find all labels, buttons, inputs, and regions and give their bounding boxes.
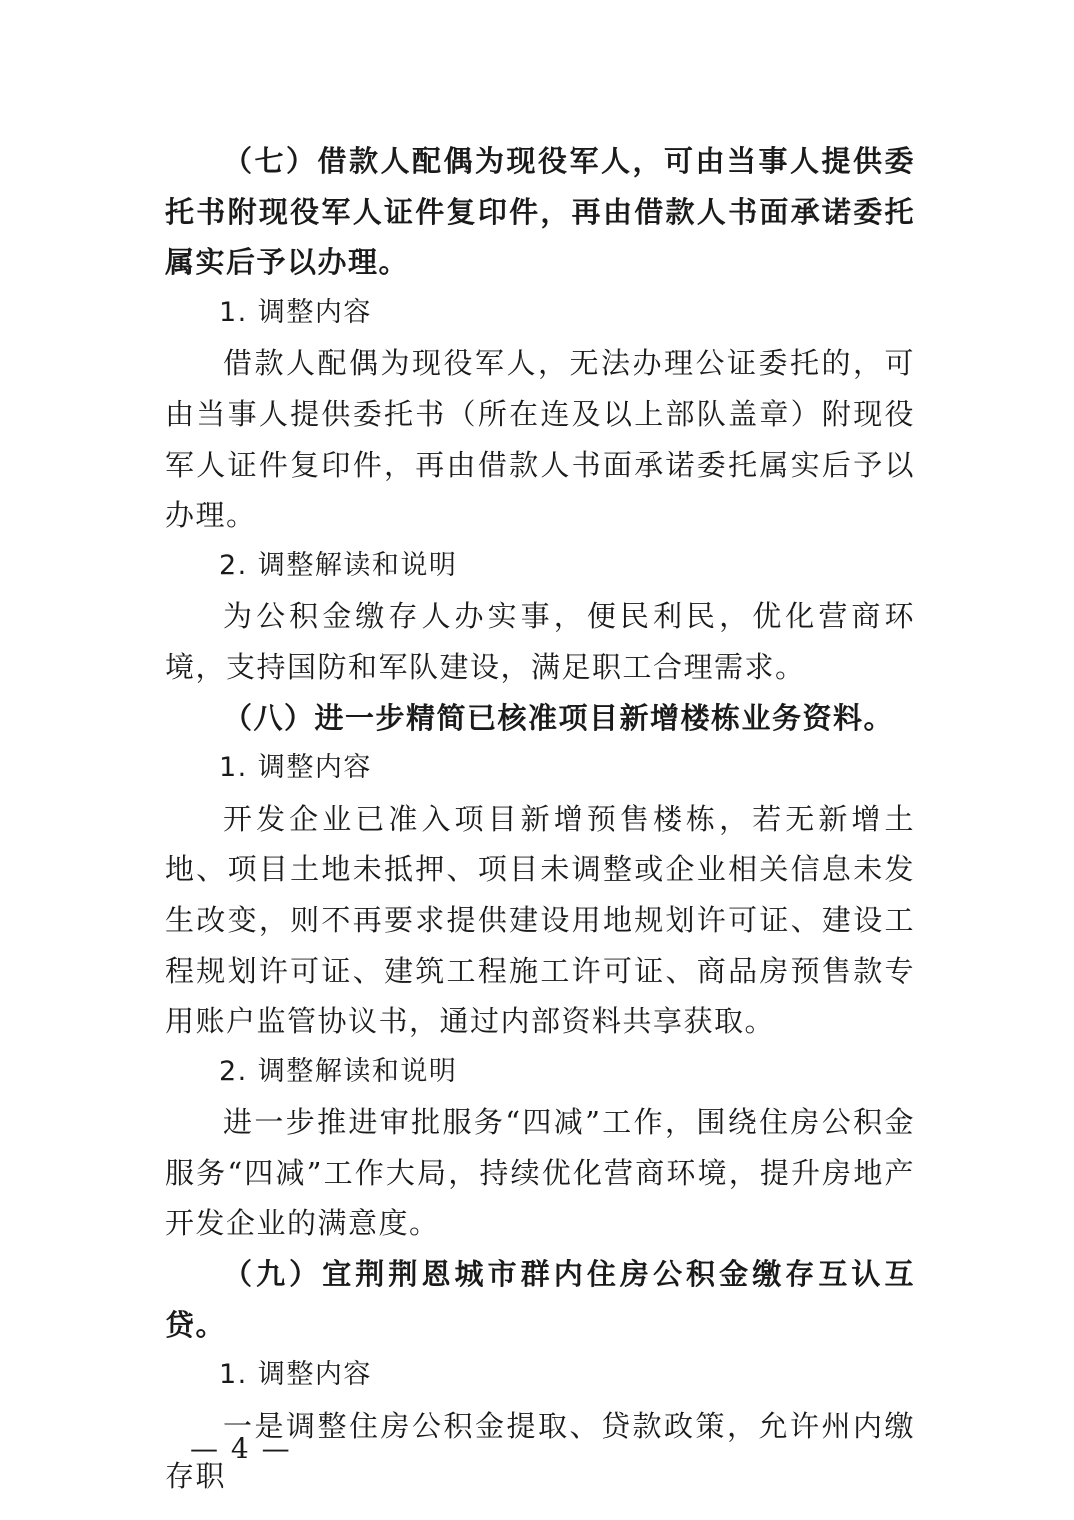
section-9-heading: （九）宜荆荆恩城市群内住房公积金缴存互认互贷。 [165,1257,915,1342]
section-8-content: 开发企业已准入项目新增预售楼栋，若无新增土地、项目土地未抵押、项目未调整或企业相关信息未发生改变，则不再要求提供建设用地规划许可证、建设工程规划许可证、建筑工程施工许可证、商品房预售款专用账户监管协议书，通过内部资料共享获取。 [165,801,915,1039]
section-8-explanation: 进一步推进审批服务“四减”工作，围绕住房公积金服务“四减”工作大局，持续优化营商环境，提升房地产开发企业的满意度。 [165,1105,915,1241]
section-7-explanation: 为公积金缴存人办实事，便民利民，优化营商环境，支持国防和军队建设，满足职工合理需求。 [165,599,915,684]
section-7-heading: （七）借款人配偶为现役军人，可由当事人提供委托书附现役军人证件复印件，再由借款人书面承诺委托属实后予以办理。 [165,144,915,280]
section-8-subheading-explanation: 2. 调整解读和说明 [219,1055,458,1087]
section-7-subheading-content: 1. 调整内容 [219,296,372,328]
section-8-subheading-content: 1. 调整内容 [219,752,372,784]
document-page [165,136,915,1502]
section-8-heading: （八）进一步精简已核准项目新增楼栋业务资料。 [223,700,895,735]
section-9-subheading-content: 1. 调整内容 [219,1359,372,1391]
section-9-content: 一是调整住房公积金提取、贷款政策，允许州内缴存职 [165,1408,915,1494]
section-7-content: 借款人配偶为现役军人，无法办理公证委托的，可由当事人提供委托书（所在连及以上部队盖章）附现役军人证件复印件，再由借款人书面承诺委托属实后予以办理。 [165,346,915,533]
section-7-subheading-explanation: 2. 调整解读和说明 [219,549,458,581]
page-number: — 4 — [190,1432,292,1465]
